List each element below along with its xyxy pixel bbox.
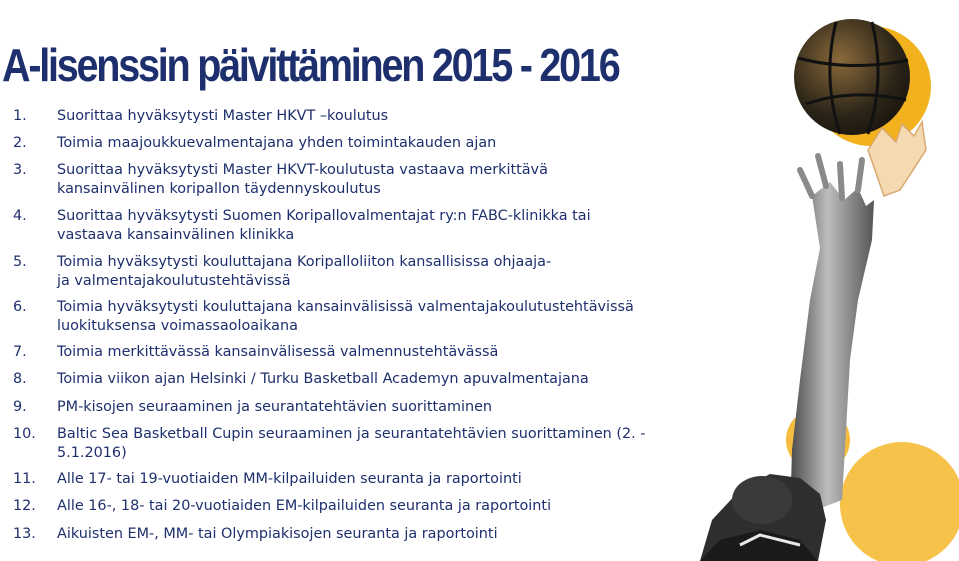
- item-text: Baltic Sea Basketball Cupin seuraaminen ja seurantatehtävien suorittaminen (2. -: [57, 426, 646, 442]
- item-text: Suorittaa hyväksytysti Master HKVT-koulutusta vastaava merkittävä: [57, 162, 548, 178]
- page-title: A-lisenssin päivittäminen 2015 - 2016: [2, 39, 619, 91]
- accent-circle-large-shape: [840, 442, 959, 561]
- item-text: ja valmentajakoulutustehtävissä: [57, 273, 291, 289]
- item-number: 1.: [13, 108, 27, 124]
- item-text: Alle 17- tai 19-vuotiaiden MM-kilpailuiden seuranta ja raportointi: [57, 471, 522, 487]
- item-text: Toimia viikon ajan Helsinki / Turku Basketball Academyn apuvalmentajana: [57, 371, 589, 387]
- item-text: Toimia maajoukkuevalmentajana yhden toimintakauden ajan: [57, 135, 497, 151]
- item-number: 5.: [13, 254, 27, 270]
- item-text: kansainvälinen koripallon täydennyskoulutus: [57, 181, 381, 197]
- item-number: 3.: [13, 162, 27, 178]
- item-number: 10.: [13, 426, 36, 442]
- item-text: Toimia hyväksytysti kouluttajana Koripalloliiton kansallisissa ohjaaja-: [57, 254, 552, 270]
- item-text: Suorittaa hyväksytysti Master HKVT –koulutus: [57, 108, 389, 124]
- item-text: Alle 16-, 18- tai 20-vuotiaiden EM-kilpailuiden seuranta ja raportointi: [57, 498, 552, 514]
- item-number: 6.: [13, 299, 27, 315]
- item-number: 7.: [13, 344, 27, 360]
- item-text: PM-kisojen seuraaminen ja seurantatehtävien suorittaminen: [57, 399, 493, 415]
- item-number: 8.: [13, 371, 27, 387]
- item-text: Toimia merkittävässä kansainvälisessä valmennustehtävässä: [57, 344, 499, 360]
- item-text: Toimia hyväksytysti kouluttajana kansainvälisissä valmentajakoulutustehtävissä: [57, 299, 634, 315]
- item-number: 13.: [13, 526, 36, 542]
- item-number: 2.: [13, 135, 27, 151]
- item-number: 4.: [13, 208, 27, 224]
- basketball-shape: [794, 19, 910, 135]
- item-number: 9.: [13, 399, 27, 415]
- item-text: Suorittaa hyväksytysti Suomen Koripallovalmentajat ry:n FABC-klinikka tai: [57, 208, 591, 224]
- basketball-player-illustration-icon: [640, 0, 959, 561]
- item-text: 5.1.2016): [57, 445, 127, 461]
- item-number: 11.: [13, 471, 36, 487]
- item-text: Aikuisten EM-, MM- tai Olympiakisojen seuranta ja raportointi: [57, 526, 498, 542]
- item-text: vastaava kansainvälinen klinikka: [57, 227, 295, 243]
- item-number: 12.: [13, 498, 36, 514]
- item-text: luokituksensa voimassaoloaikana: [57, 318, 298, 334]
